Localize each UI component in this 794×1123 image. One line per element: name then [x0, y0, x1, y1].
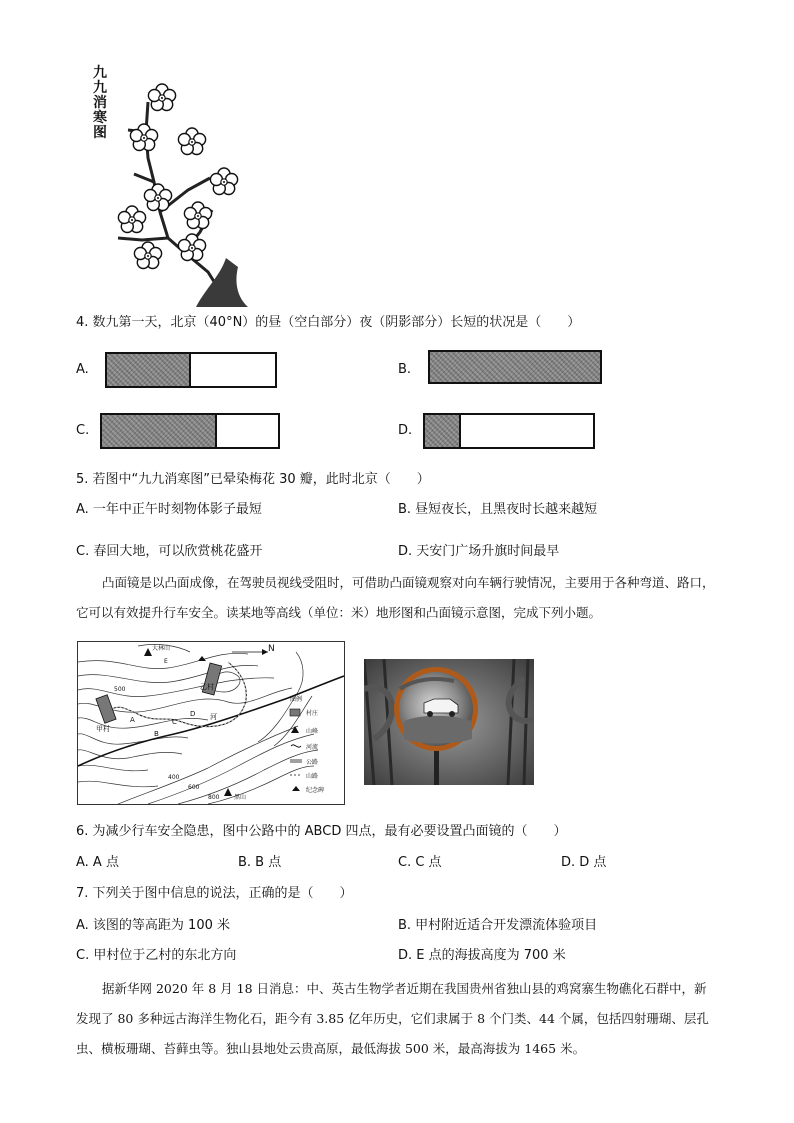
option-label: A.	[76, 362, 89, 377]
q6-option-a[interactable]: A. A 点	[76, 855, 119, 870]
day-night-bar	[100, 413, 280, 449]
village-label: 乙村	[200, 683, 214, 691]
title-char: 消	[93, 95, 107, 111]
contour-map	[77, 641, 345, 805]
convex-mirror-photo	[364, 659, 534, 785]
q5-option-b[interactable]: B. 昼短夜长，且黑夜时长越来越短	[398, 502, 598, 517]
contour-label: 800	[208, 794, 220, 801]
option-label: C.	[76, 423, 90, 438]
title-char: 九	[93, 80, 107, 96]
q4-option-b[interactable]	[398, 350, 608, 388]
contour-label: 400	[168, 774, 180, 781]
q5-option-d[interactable]: D. 天安门广场升旗时间最早	[398, 544, 560, 559]
mirror-photo-svg	[364, 659, 534, 785]
q7-option-a[interactable]: A. 该图的等高距为 100 米	[76, 918, 231, 933]
plum-branch-drawing	[88, 62, 248, 307]
night-shade	[425, 415, 461, 447]
title-char: 寒	[93, 110, 107, 126]
point-label: A	[130, 716, 135, 724]
peak-label: 黑山	[234, 794, 247, 801]
contour-label: 600	[188, 784, 200, 791]
legend-item: 公路	[306, 759, 319, 766]
q5-option-a[interactable]: A. 一年中正午时刻物体影子最短	[76, 502, 262, 517]
peak-label: 大林山	[152, 645, 171, 652]
q6-option-b[interactable]: B. B 点	[238, 855, 282, 870]
q7-option-d[interactable]: D. E 点的海拔高度为 700 米	[398, 948, 566, 963]
option-label: D.	[398, 423, 413, 438]
q4-stem: 4. 数九第一天，北京（40°N）的昼（空白部分）夜（阴影部分）长短的状况是（ ）	[76, 315, 581, 330]
day-night-bar	[105, 352, 277, 388]
legend-title: 图例	[290, 696, 303, 703]
title-char: 九	[93, 65, 107, 81]
day-night-bar	[428, 350, 602, 384]
village-label: 甲村	[96, 725, 110, 733]
title-char: 图	[93, 125, 107, 141]
q5-option-c[interactable]: C. 春回大地，可以欣赏桃花盛开	[76, 544, 263, 559]
intro-paragraph-convex-mirror: 凸面镜是以凸面成像，在驾驶员视线受阻时，可借助凸面镜观察对向车辆行驶情况，主要用于各种弯道、路口，它可以有效提升行车安全。读某地等高线（单位：米）地形图和凸面镜示意图，完成下列小题。	[76, 575, 715, 620]
night-shade	[102, 415, 217, 447]
q7-option-c[interactable]: C. 甲村位于乙村的东北方向	[76, 948, 237, 963]
q6-option-d[interactable]: D. D 点	[561, 855, 607, 870]
night-shade	[430, 352, 600, 382]
contour-label: 500	[114, 686, 126, 693]
legend-item: 山峰	[306, 728, 319, 735]
q6-option-c[interactable]: C. C 点	[398, 855, 442, 870]
option-label: B.	[398, 362, 412, 377]
legend-item: 纪念碑	[306, 787, 325, 794]
river-label: 河	[210, 713, 217, 721]
night-shade	[107, 354, 191, 386]
point-label: D	[190, 710, 196, 718]
plum-blossom-figure	[88, 62, 248, 307]
intro-paragraph-fossils: 据新华网 2020 年 8 月 18 日消息：中、英古生物学者近期在我国贵州省独山县的鸡窝寨生物礁化石群中，新发现了 80 多种远古海洋生物化石，距今有 3.85 亿年历史，它们隶属于 8 个门类、44 个属，包括四射珊瑚、层孔虫、横板珊瑚、苔藓虫等。独山县地处云贵高原，最低海拔 500 米，最高海拔为 1465 米。	[76, 981, 709, 1056]
contour-map-svg	[78, 642, 344, 804]
q7-option-b[interactable]: B. 甲村附近适合开发漂流体验项目	[398, 918, 598, 933]
q4-option-c[interactable]	[76, 413, 286, 451]
q4-option-a[interactable]	[76, 352, 286, 390]
day-night-bar	[423, 413, 595, 449]
q7-stem: 7. 下列关于图中信息的说法，正确的是（ ）	[76, 886, 353, 901]
q5-stem: 5. 若图中“九九消寒图”已晕染梅花 30 瓣，此时北京（ ）	[76, 472, 430, 487]
q6-stem: 6. 为减少行车安全隐患，图中公路中的 ABCD 四点，最有必要设置凸面镜的（ ）	[76, 824, 567, 839]
point-label: B	[154, 730, 159, 738]
north-arrow-label: N	[268, 644, 275, 654]
legend-item: 河流	[306, 744, 319, 751]
q4-option-d[interactable]	[398, 413, 608, 451]
legend-item: 村庄	[306, 710, 319, 717]
legend-item: 山路	[306, 773, 319, 780]
point-label: C	[172, 718, 177, 726]
point-label: E	[164, 658, 168, 665]
